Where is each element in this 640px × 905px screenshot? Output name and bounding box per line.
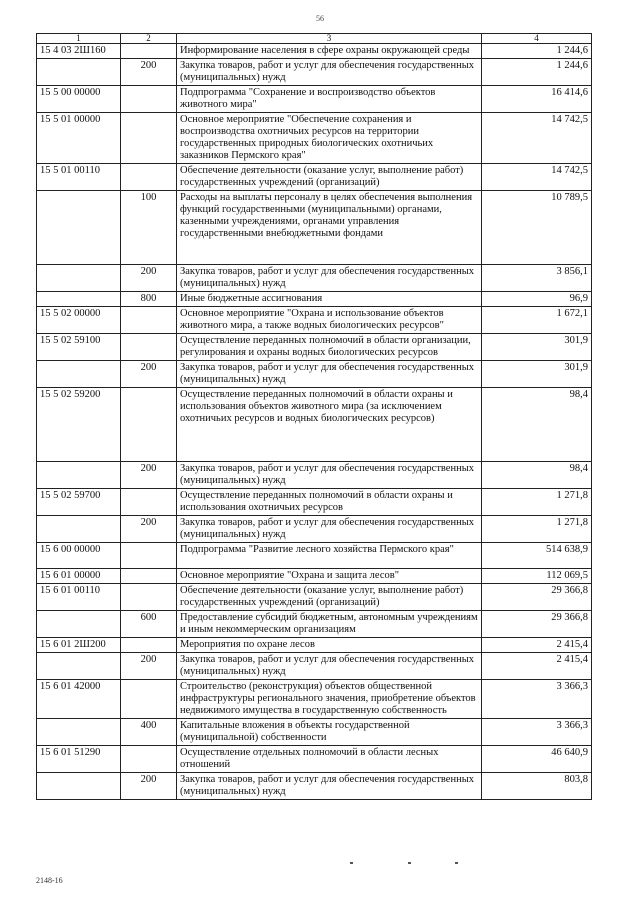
description-cell: Осуществление переданных полномочий в области охраны и использования охотничьих ресурсов (177, 489, 482, 516)
amount-cell: 1 244,6 (482, 44, 592, 59)
code-cell (37, 292, 121, 307)
table-row (37, 334, 592, 361)
code-cell: 15 5 00 00000 (37, 86, 121, 113)
scan-mark (455, 862, 458, 864)
table-row (37, 59, 592, 86)
description-cell: Закупка товаров, работ и услуг для обеспечения государственных (муниципальных) нужд (177, 653, 482, 680)
table-row (37, 680, 592, 719)
description-cell: Подпрограмма "Развитие лесного хозяйства Пермского края" (177, 543, 482, 569)
code-cell: 15 6 00 00000 (37, 543, 121, 569)
amount-cell: 514 638,9 (482, 543, 592, 569)
header-col-3: 3 (177, 34, 482, 44)
table-body (37, 44, 592, 800)
code-cell: 15 5 01 00000 (37, 113, 121, 164)
code-cell (37, 265, 121, 292)
table-row (37, 191, 592, 265)
description-cell: Закупка товаров, работ и услуг для обеспечения государственных (муниципальных) нужд (177, 462, 482, 489)
code-cell: 15 4 03 2Ш160 (37, 44, 121, 59)
description-cell: Предоставление субсидий бюджетным, автономным учреждениям и иным некоммерческим организациям (177, 611, 482, 638)
code-cell: 15 5 02 00000 (37, 307, 121, 334)
amount-cell: 98,4 (482, 388, 592, 462)
header-col-2: 2 (121, 34, 177, 44)
code-cell (37, 719, 121, 746)
description-cell: Расходы на выплаты персоналу в целях обеспечения выполнения функций государственными (муниципальными) органами, казенными учреждениями, органами управления государственными внебюджетными фондами (177, 191, 482, 265)
table-row (37, 361, 592, 388)
expense-type-cell: 200 (121, 361, 177, 388)
table-row (37, 516, 592, 543)
table-row (37, 489, 592, 516)
expense-type-cell (121, 44, 177, 59)
description-cell: Подпрограмма "Сохранение и воспроизводство объектов животного мира" (177, 86, 482, 113)
table-row (37, 265, 592, 292)
amount-cell: 1 271,8 (482, 516, 592, 543)
code-cell (37, 462, 121, 489)
expense-type-cell: 200 (121, 59, 177, 86)
expense-type-cell (121, 164, 177, 191)
expense-type-cell: 200 (121, 265, 177, 292)
description-cell: Закупка товаров, работ и услуг для обеспечения государственных (муниципальных) нужд (177, 516, 482, 543)
table-row (37, 611, 592, 638)
amount-cell: 1 672,1 (482, 307, 592, 334)
code-cell: 15 5 02 59200 (37, 388, 121, 462)
expense-type-cell: 200 (121, 516, 177, 543)
code-cell: 15 6 01 00110 (37, 584, 121, 611)
amount-cell: 46 640,9 (482, 746, 592, 773)
table-row (37, 746, 592, 773)
header-row (37, 34, 592, 44)
table-row (37, 584, 592, 611)
expense-type-cell (121, 680, 177, 719)
code-cell: 15 6 01 42000 (37, 680, 121, 719)
amount-cell: 96,9 (482, 292, 592, 307)
code-cell: 15 6 01 00000 (37, 569, 121, 584)
description-cell: Информирование населения в сфере охраны окружающей среды (177, 44, 482, 59)
description-cell: Осуществление переданных полномочий в области организации, регулирования и охраны водных биологических ресурсов (177, 334, 482, 361)
expense-type-cell: 100 (121, 191, 177, 265)
table-row (37, 543, 592, 569)
table-row (37, 638, 592, 653)
expense-type-cell (121, 569, 177, 584)
table-row (37, 462, 592, 489)
amount-cell: 98,4 (482, 462, 592, 489)
description-cell: Капитальные вложения в объекты государственной (муниципальной) собственности (177, 719, 482, 746)
code-cell (37, 59, 121, 86)
table-row (37, 773, 592, 800)
code-cell: 15 6 01 2Ш200 (37, 638, 121, 653)
amount-cell: 3 366,3 (482, 680, 592, 719)
expense-type-cell (121, 638, 177, 653)
expense-type-cell (121, 584, 177, 611)
table-row (37, 292, 592, 307)
code-cell (37, 361, 121, 388)
expense-type-cell (121, 388, 177, 462)
description-cell: Закупка товаров, работ и услуг для обеспечения государственных (муниципальных) нужд (177, 773, 482, 800)
description-cell: Основное мероприятие "Охрана и защита лесов" (177, 569, 482, 584)
amount-cell: 29 366,8 (482, 611, 592, 638)
expense-type-cell: 800 (121, 292, 177, 307)
description-cell: Основное мероприятие "Обеспечение сохранения и воспроизводства охотничьих ресурсов на территории государственных природных биологических охотничьих заказников Пермского края" (177, 113, 482, 164)
amount-cell: 1 271,8 (482, 489, 592, 516)
expense-type-cell (121, 746, 177, 773)
amount-cell: 1 244,6 (482, 59, 592, 86)
header-col-4: 4 (482, 34, 592, 44)
code-cell (37, 191, 121, 265)
expense-type-cell (121, 543, 177, 569)
scan-mark (408, 862, 411, 864)
footer-document-code: 2148-16 (36, 876, 63, 885)
amount-cell: 2 415,4 (482, 638, 592, 653)
expense-type-cell: 400 (121, 719, 177, 746)
description-cell: Иные бюджетные ассигнования (177, 292, 482, 307)
table-row (37, 653, 592, 680)
amount-cell: 803,8 (482, 773, 592, 800)
page-number: 56 (316, 14, 324, 23)
description-cell: Обеспечение деятельности (оказание услуг, выполнение работ) государственных учреждений (организаций) (177, 584, 482, 611)
amount-cell: 16 414,6 (482, 86, 592, 113)
description-cell: Закупка товаров, работ и услуг для обеспечения государственных (муниципальных) нужд (177, 361, 482, 388)
table-row (37, 388, 592, 462)
amount-cell: 301,9 (482, 361, 592, 388)
expense-type-cell: 600 (121, 611, 177, 638)
expense-type-cell (121, 307, 177, 334)
table-row (37, 86, 592, 113)
description-cell: Закупка товаров, работ и услуг для обеспечения государственных (муниципальных) нужд (177, 265, 482, 292)
expense-type-cell (121, 489, 177, 516)
code-cell: 15 5 01 00110 (37, 164, 121, 191)
scan-mark (350, 862, 353, 864)
expense-type-cell: 200 (121, 653, 177, 680)
amount-cell: 301,9 (482, 334, 592, 361)
table-row (37, 719, 592, 746)
description-cell: Мероприятия по охране лесов (177, 638, 482, 653)
description-cell: Обеспечение деятельности (оказание услуг, выполнение работ) государственных учреждений (организаций) (177, 164, 482, 191)
description-cell: Строительство (реконструкция) объектов общественной инфраструктуры регионального значения, приобретение объектов недвижимого имущества в государственную собственность (177, 680, 482, 719)
description-cell: Осуществление переданных полномочий в области охраны и использования объектов животного мира (за исключением охотничьих ресурсов и водных биологических ресурсов) (177, 388, 482, 462)
amount-cell: 112 069,5 (482, 569, 592, 584)
code-cell: 15 6 01 51290 (37, 746, 121, 773)
header-col-1: 1 (37, 34, 121, 44)
amount-cell: 2 415,4 (482, 653, 592, 680)
table-row (37, 307, 592, 334)
amount-cell: 3 856,1 (482, 265, 592, 292)
description-cell: Закупка товаров, работ и услуг для обеспечения государственных (муниципальных) нужд (177, 59, 482, 86)
amount-cell: 14 742,5 (482, 113, 592, 164)
amount-cell: 14 742,5 (482, 164, 592, 191)
code-cell (37, 516, 121, 543)
code-cell: 15 5 02 59100 (37, 334, 121, 361)
code-cell: 15 5 02 59700 (37, 489, 121, 516)
amount-cell: 29 366,8 (482, 584, 592, 611)
code-cell (37, 611, 121, 638)
table-row (37, 164, 592, 191)
code-cell (37, 653, 121, 680)
expense-type-cell: 200 (121, 462, 177, 489)
amount-cell: 3 366,3 (482, 719, 592, 746)
amount-cell: 10 789,5 (482, 191, 592, 265)
table-row (37, 569, 592, 584)
code-cell (37, 773, 121, 800)
table-header (37, 34, 592, 44)
description-cell: Осуществление отдельных полномочий в области лесных отношений (177, 746, 482, 773)
table-row (37, 44, 592, 59)
expense-type-cell (121, 113, 177, 164)
expense-type-cell (121, 86, 177, 113)
expense-type-cell (121, 334, 177, 361)
description-cell: Основное мероприятие "Охрана и использование объектов животного мира, а также водных биологических ресурсов" (177, 307, 482, 334)
expense-type-cell: 200 (121, 773, 177, 800)
budget-table (36, 33, 592, 800)
table-row (37, 113, 592, 164)
